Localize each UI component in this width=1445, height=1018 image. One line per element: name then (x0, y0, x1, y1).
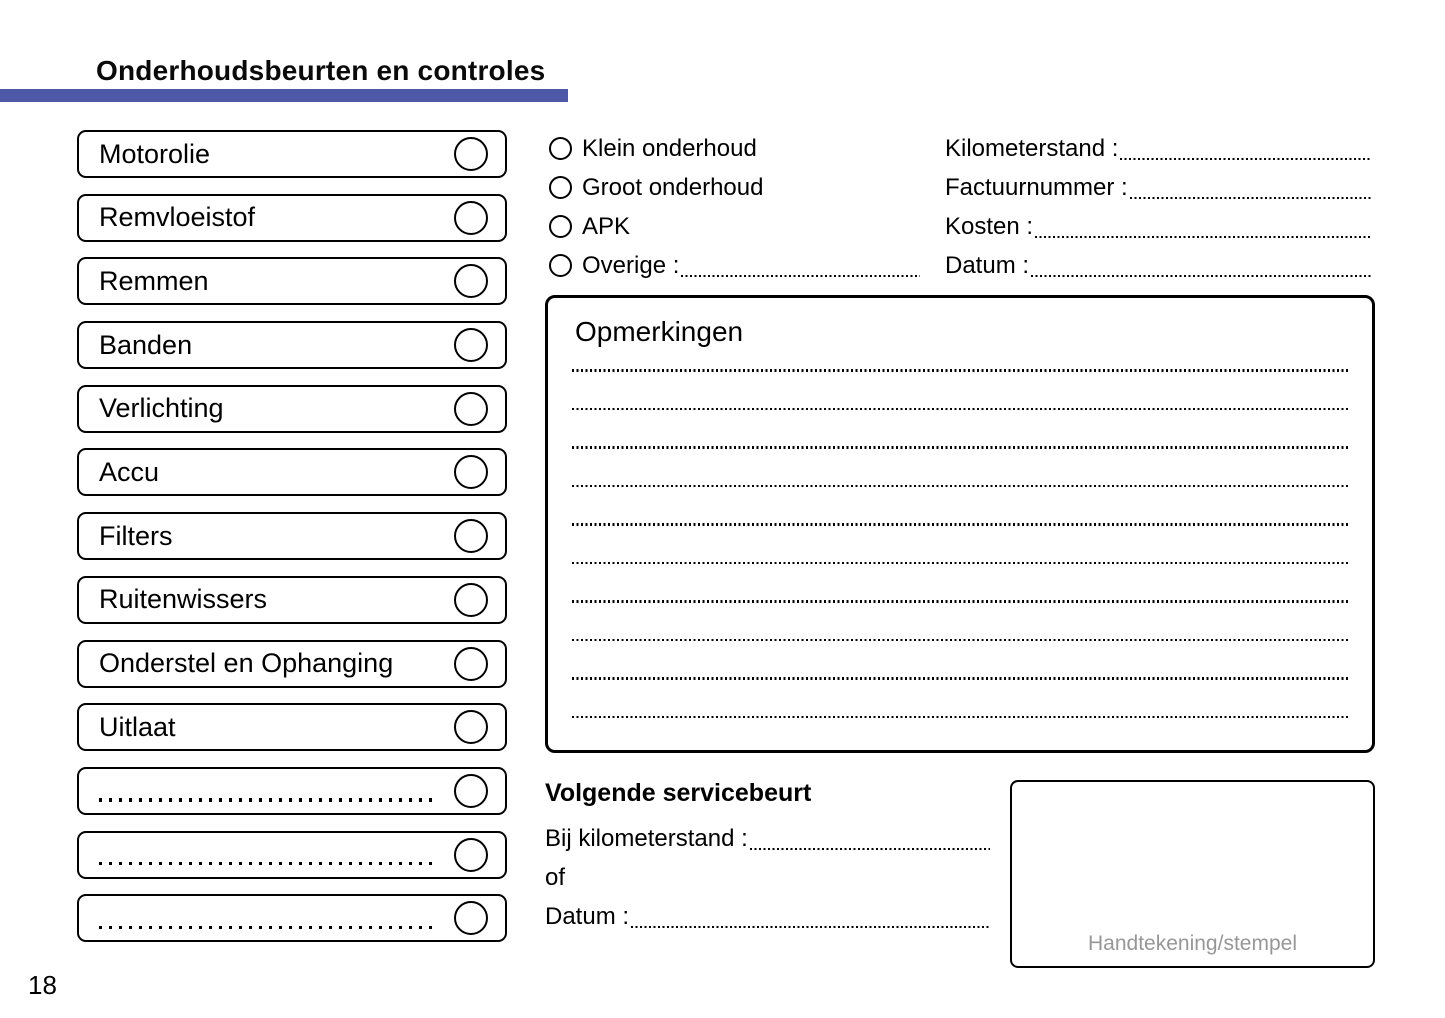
remarks-input-line[interactable] (572, 485, 1348, 488)
service-option-klein-onderhoud (549, 129, 920, 168)
check-circle[interactable] (454, 838, 488, 872)
remarks-title: Opmerkingen (575, 316, 744, 347)
checklist-item-blank-11 (77, 767, 507, 815)
remarks-input-line[interactable] (572, 523, 1348, 526)
datum-input-line[interactable] (1031, 275, 1371, 278)
next-service-section (545, 779, 990, 936)
remarks-input-line[interactable] (572, 369, 1348, 372)
service-option-groot-onderhoud (549, 168, 920, 207)
radio-circle[interactable] (549, 137, 572, 160)
check-circle[interactable] (454, 774, 488, 808)
service-option-label: Overige : (582, 251, 680, 279)
checklist-item-label: Filters (99, 520, 173, 551)
checklist-item-blank-13 (77, 894, 507, 942)
checklist-item-label: Verlichting (99, 393, 224, 424)
checklist-item-label: Ruitenwissers (99, 584, 268, 615)
radio-circle[interactable] (549, 176, 572, 199)
checklist-item-ruitenwissers (77, 576, 507, 624)
checklist-item-label: Motorolie (99, 138, 211, 169)
field-label: Factuurnummer : (945, 173, 1128, 201)
overige-input-line[interactable] (681, 275, 920, 278)
check-circle[interactable] (454, 328, 488, 362)
checklist-item-uitlaat (77, 703, 507, 751)
checklist-item-label: Remvloeistof (99, 202, 256, 233)
remarks-box (545, 295, 1375, 753)
page-number: 18 (28, 970, 57, 1000)
checklist-item-label: Accu (99, 456, 160, 487)
signature-stamp-box[interactable] (1010, 780, 1375, 968)
field-kilometerstand (945, 129, 1371, 168)
maintenance-checklist (77, 130, 507, 958)
field-factuurnummer (945, 168, 1371, 207)
check-circle[interactable] (454, 710, 488, 744)
remarks-input-line[interactable] (572, 716, 1348, 719)
next-service-date-label: Datum : (545, 902, 630, 930)
checklist-item-blank-12 (77, 831, 507, 879)
factuurnummer-input-line[interactable] (1130, 197, 1371, 200)
signature-stamp-label: Handtekening/stempel (1088, 932, 1297, 955)
check-circle[interactable] (454, 583, 488, 617)
checklist-item-onderstel-en-ophanging (77, 640, 507, 688)
service-type-options (549, 129, 920, 285)
checklist-item-motorolie (77, 130, 507, 178)
next-service-km-row (545, 819, 990, 858)
service-option-label: Klein onderhoud (582, 134, 757, 162)
service-option-apk (549, 207, 920, 246)
service-option-overige (549, 246, 920, 285)
remarks-input-line[interactable] (572, 600, 1348, 603)
check-circle[interactable] (454, 137, 488, 171)
next-service-date-row (545, 897, 990, 936)
check-circle[interactable] (454, 455, 488, 489)
checklist-item-banden (77, 321, 507, 369)
check-circle[interactable] (454, 201, 488, 235)
field-label: Datum : (945, 251, 1030, 279)
checklist-item-accu (77, 448, 507, 496)
next-service-km-input-line[interactable] (750, 848, 990, 851)
remarks-input-line[interactable] (572, 446, 1348, 449)
check-circle[interactable] (454, 392, 488, 426)
checklist-item-label: Uitlaat (99, 711, 176, 742)
checklist-item-remvloeistof (77, 194, 507, 242)
field-label: Kilometerstand : (945, 134, 1119, 162)
checklist-item-remmen (77, 257, 507, 305)
check-circle[interactable] (454, 519, 488, 553)
checklist-blank-input-line[interactable] (99, 926, 434, 930)
check-circle[interactable] (454, 647, 488, 681)
next-service-km-label: Bij kilometerstand : (545, 824, 748, 852)
field-datum (945, 246, 1371, 285)
next-service-date-input-line[interactable] (631, 926, 990, 929)
next-service-or-row (545, 858, 990, 897)
remarks-input-line[interactable] (572, 639, 1348, 642)
check-circle[interactable] (454, 901, 488, 935)
remarks-input-line[interactable] (572, 562, 1348, 565)
next-service-title: Volgende servicebeurt (545, 779, 812, 807)
check-circle[interactable] (454, 264, 488, 298)
title-accent-bar (0, 89, 568, 102)
service-option-label: Groot onderhoud (582, 173, 764, 201)
radio-circle[interactable] (549, 254, 572, 277)
remarks-input-line[interactable] (572, 677, 1348, 680)
next-service-or-label: of (545, 863, 566, 891)
checklist-item-filters (77, 512, 507, 560)
remarks-lines (572, 369, 1348, 754)
field-label: Kosten : (945, 212, 1034, 240)
checklist-blank-input-line[interactable] (99, 798, 434, 802)
field-kosten (945, 207, 1371, 246)
kilometerstand-input-line[interactable] (1120, 158, 1371, 161)
invoice-fields (945, 129, 1371, 285)
page-title: Onderhoudsbeurten en controles (96, 55, 546, 86)
checklist-blank-input-line[interactable] (99, 862, 434, 866)
kosten-input-line[interactable] (1035, 236, 1371, 239)
radio-circle[interactable] (549, 215, 572, 238)
checklist-item-label: Banden (99, 329, 193, 360)
service-option-label: APK (582, 212, 631, 240)
remarks-input-line[interactable] (572, 408, 1348, 411)
checklist-item-label: Onderstel en Ophanging (99, 648, 394, 678)
checklist-item-label: Remmen (99, 265, 209, 296)
checklist-item-verlichting (77, 385, 507, 433)
